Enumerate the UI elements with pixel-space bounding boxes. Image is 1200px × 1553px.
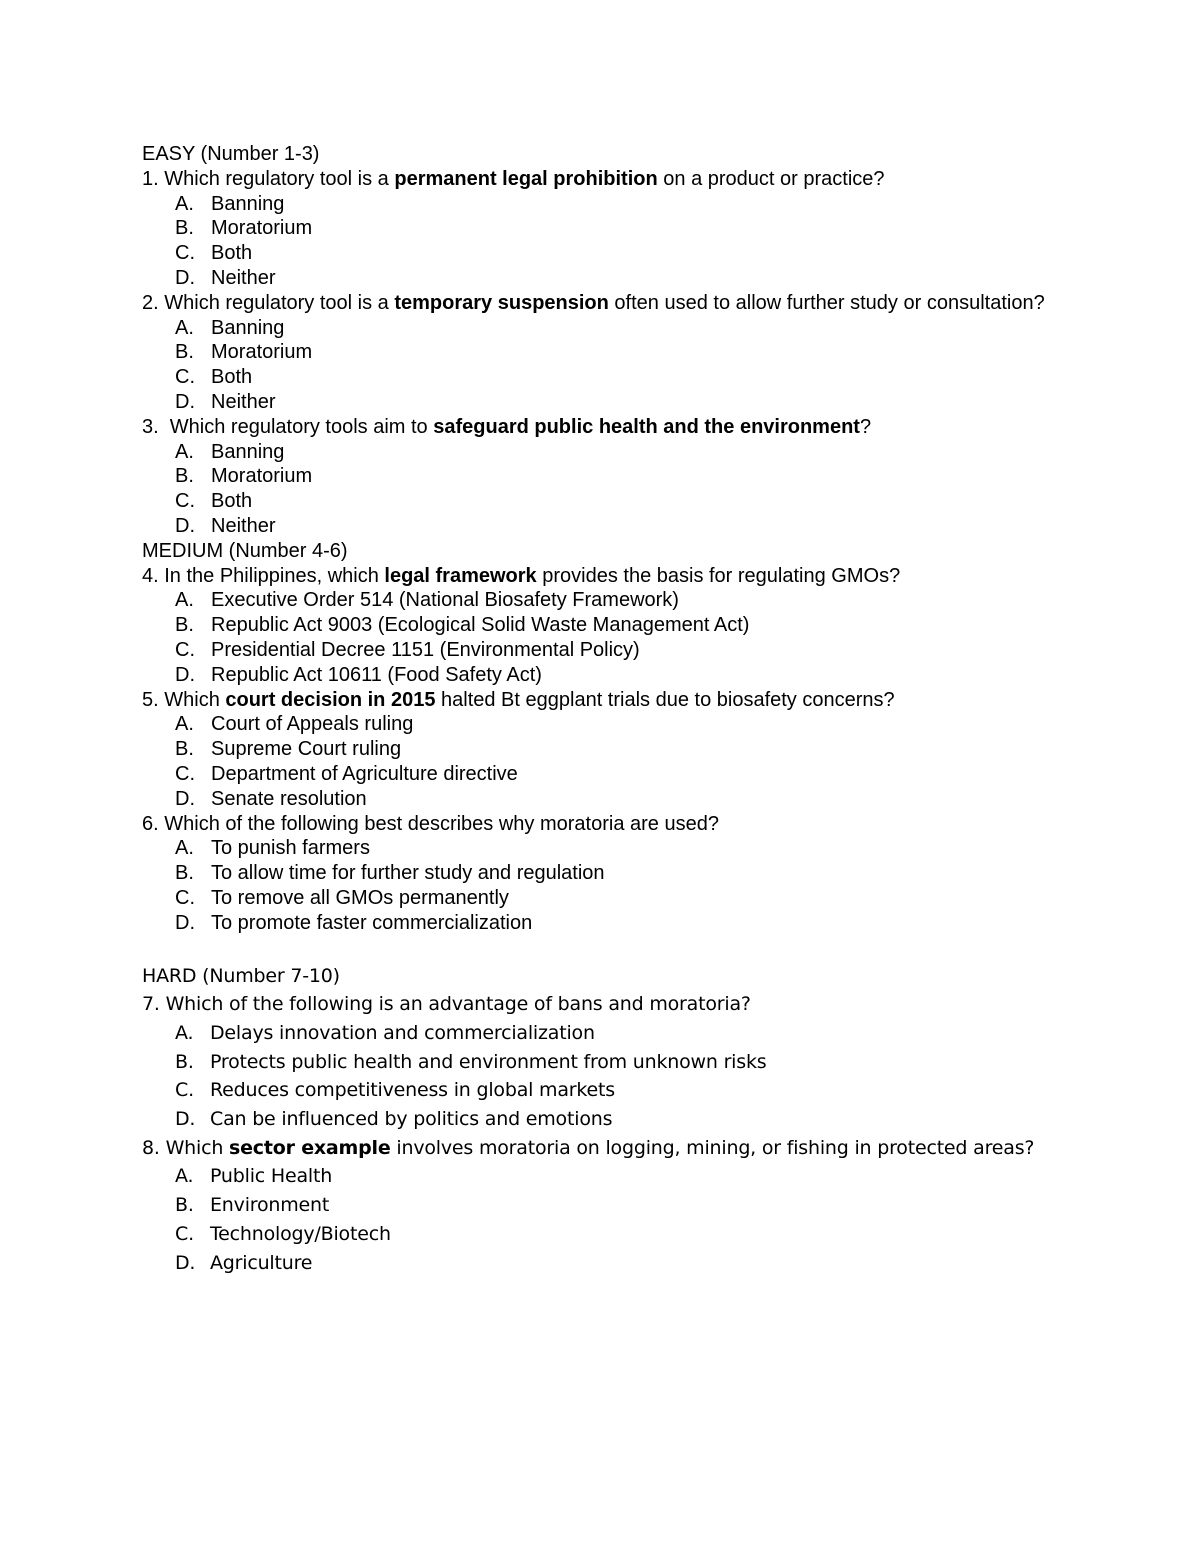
option-text: Both: [211, 242, 253, 265]
option-text: Moratorium: [211, 341, 313, 364]
option-letter: A.: [175, 440, 194, 463]
option-letter: C.: [175, 1079, 194, 1102]
option-2c: [142, 365, 1082, 390]
option-letter: A.: [175, 192, 194, 215]
question-number: 4.: [142, 564, 165, 587]
option-letter: A.: [175, 1021, 194, 1044]
question-3: [142, 415, 1082, 440]
option-5c: [142, 762, 1082, 787]
option-text: Neither: [211, 514, 276, 537]
option-text: Banning: [211, 440, 285, 463]
option-5d: [142, 787, 1082, 812]
option-3c: [142, 489, 1082, 514]
option-6b: [142, 861, 1082, 886]
question-4: [142, 564, 1082, 589]
option-text: Republic Act 10611 (Food Safety Act): [211, 663, 542, 686]
question-text: halted Bt eggplant trials due to biosafety concerns?: [435, 688, 895, 711]
option-2d: [142, 390, 1082, 415]
option-text: Moratorium: [211, 217, 313, 240]
question-5: [142, 688, 1082, 713]
question-text: Which regulatory tool is a: [164, 291, 395, 314]
option-text: Senate resolution: [211, 787, 367, 810]
option-8a: [142, 1162, 1082, 1191]
option-letter: C.: [175, 1222, 194, 1245]
question-text: In the Philippines, which: [164, 564, 385, 587]
option-letter: B.: [175, 862, 194, 885]
question-text: often used to allow further study or consultation?: [608, 291, 1045, 314]
option-letter: C.: [175, 638, 195, 661]
option-text: Republic Act 9003 (Ecological Solid Waste Management Act): [211, 614, 750, 637]
option-1c: [142, 241, 1082, 266]
option-letter: B.: [175, 1050, 194, 1073]
question-1: [142, 167, 1082, 192]
option-2b: [142, 340, 1082, 365]
option-text: To promote faster commercialization: [211, 911, 533, 934]
option-text: Neither: [211, 266, 276, 289]
option-3a: [142, 440, 1082, 465]
option-letter: C.: [175, 366, 195, 389]
question-emphasis: court decision in 2015: [225, 688, 436, 711]
option-text: To allow time for further study and regulation: [211, 862, 605, 885]
question-emphasis: legal framework: [384, 564, 537, 587]
option-4d: [142, 663, 1082, 688]
option-letter: D.: [175, 1108, 196, 1131]
section-heading-easy: EASY (Number 1-3): [142, 143, 320, 165]
option-8b: [142, 1191, 1082, 1220]
option-letter: D.: [175, 390, 195, 413]
option-text: To remove all GMOs permanently: [211, 886, 509, 909]
option-4c: [142, 638, 1082, 663]
question-emphasis: permanent legal prohibition: [394, 167, 658, 190]
option-4b: [142, 613, 1082, 638]
question-number: 5.: [142, 688, 165, 711]
option-7d: [142, 1105, 1082, 1134]
option-letter: A.: [175, 316, 194, 339]
question-number: 2.: [142, 291, 165, 314]
option-text: Technology/Biotech: [210, 1222, 391, 1245]
option-letter: A.: [175, 589, 194, 612]
option-text: Delays innovation and commercialization: [210, 1021, 595, 1044]
question-emphasis: temporary suspension: [394, 291, 609, 314]
question-number: 3.: [142, 415, 170, 438]
option-text: Moratorium: [211, 465, 313, 488]
option-3d: [142, 514, 1082, 539]
option-letter: C.: [175, 242, 195, 265]
option-6d: [142, 911, 1082, 936]
option-letter: B.: [175, 738, 194, 761]
option-2a: [142, 316, 1082, 341]
question-text: Which: [165, 1136, 230, 1159]
question-6: [142, 812, 1082, 837]
option-1d: [142, 266, 1082, 291]
section-heading-hard: HARD (Number 7-10): [142, 964, 340, 987]
option-text: Agriculture: [210, 1251, 313, 1274]
option-text: Executive Order 514 (National Biosafety Framework): [211, 589, 679, 612]
question-text: Which of the following is an advantage of bans and moratoria?: [165, 993, 751, 1016]
question-emphasis: sector example: [229, 1136, 391, 1159]
section-heading-medium: MEDIUM (Number 4-6): [142, 539, 348, 562]
option-8c: [142, 1220, 1082, 1249]
option-text: Banning: [211, 316, 285, 339]
option-text: Both: [211, 366, 253, 389]
option-letter: A.: [175, 837, 194, 860]
option-letter: B.: [175, 217, 194, 240]
document-page: [142, 142, 1082, 1277]
option-7a: [142, 1019, 1082, 1048]
option-text: To punish farmers: [211, 837, 370, 860]
option-letter: B.: [175, 341, 194, 364]
question-text: Which regulatory tools aim to: [169, 415, 434, 438]
option-letter: D.: [175, 787, 195, 810]
option-1b: [142, 216, 1082, 241]
option-text: Supreme Court ruling: [211, 738, 402, 761]
option-letter: C.: [175, 762, 195, 785]
option-letter: C.: [175, 886, 195, 909]
option-text: Environment: [210, 1194, 330, 1217]
question-number: 8.: [142, 1136, 166, 1159]
option-text: Presidential Decree 1151 (Environmental Policy): [211, 638, 640, 661]
option-letter: B.: [175, 614, 194, 637]
option-letter: D.: [175, 663, 195, 686]
option-letter: B.: [175, 1194, 194, 1217]
option-4a: [142, 588, 1082, 613]
question-number: 6.: [142, 812, 165, 835]
question-text: involves moratoria on logging, mining, or fishing in protected areas?: [390, 1136, 1035, 1159]
option-text: Neither: [211, 390, 276, 413]
option-letter: D.: [175, 911, 195, 934]
option-5b: [142, 737, 1082, 762]
option-6c: [142, 886, 1082, 911]
option-text: Reduces competitiveness in global markets: [210, 1079, 615, 1102]
question-7: [142, 990, 1082, 1019]
option-letter: D.: [175, 266, 195, 289]
section-easy-medium: [142, 142, 1082, 962]
question-text: provides the basis for regulating GMOs?: [536, 564, 901, 587]
option-letter: A.: [175, 1165, 194, 1188]
option-3b: [142, 464, 1082, 489]
question-emphasis: safeguard public health and the environment: [433, 415, 860, 438]
option-7b: [142, 1048, 1082, 1077]
question-number: 7.: [142, 993, 166, 1016]
option-text: Court of Appeals ruling: [211, 713, 414, 736]
option-text: Banning: [211, 192, 285, 215]
option-6a: [142, 836, 1082, 861]
option-5a: [142, 712, 1082, 737]
option-8d: [142, 1249, 1082, 1278]
option-text: Can be influenced by politics and emotions: [210, 1108, 613, 1131]
option-letter: D.: [175, 1251, 196, 1274]
option-7c: [142, 1076, 1082, 1105]
option-text: Protects public health and environment from unknown risks: [210, 1050, 767, 1073]
option-letter: D.: [175, 514, 195, 537]
section-hard: [142, 962, 1082, 1278]
option-letter: C.: [175, 490, 195, 513]
question-text: on a product or practice?: [657, 167, 885, 190]
option-text: Department of Agriculture directive: [211, 762, 518, 785]
option-1a: [142, 192, 1082, 217]
question-text: Which: [164, 688, 226, 711]
question-2: [142, 291, 1082, 316]
option-letter: B.: [175, 465, 194, 488]
option-text: Both: [211, 490, 253, 513]
option-text: Public Health: [210, 1165, 333, 1188]
question-text: ?: [859, 415, 872, 438]
question-8: [142, 1134, 1082, 1163]
option-letter: A.: [175, 713, 194, 736]
question-number: 1.: [142, 167, 165, 190]
blank-line: [142, 936, 1082, 962]
question-text: Which of the following best describes why moratoria are used?: [164, 812, 719, 835]
question-text: Which regulatory tool is a: [164, 167, 395, 190]
